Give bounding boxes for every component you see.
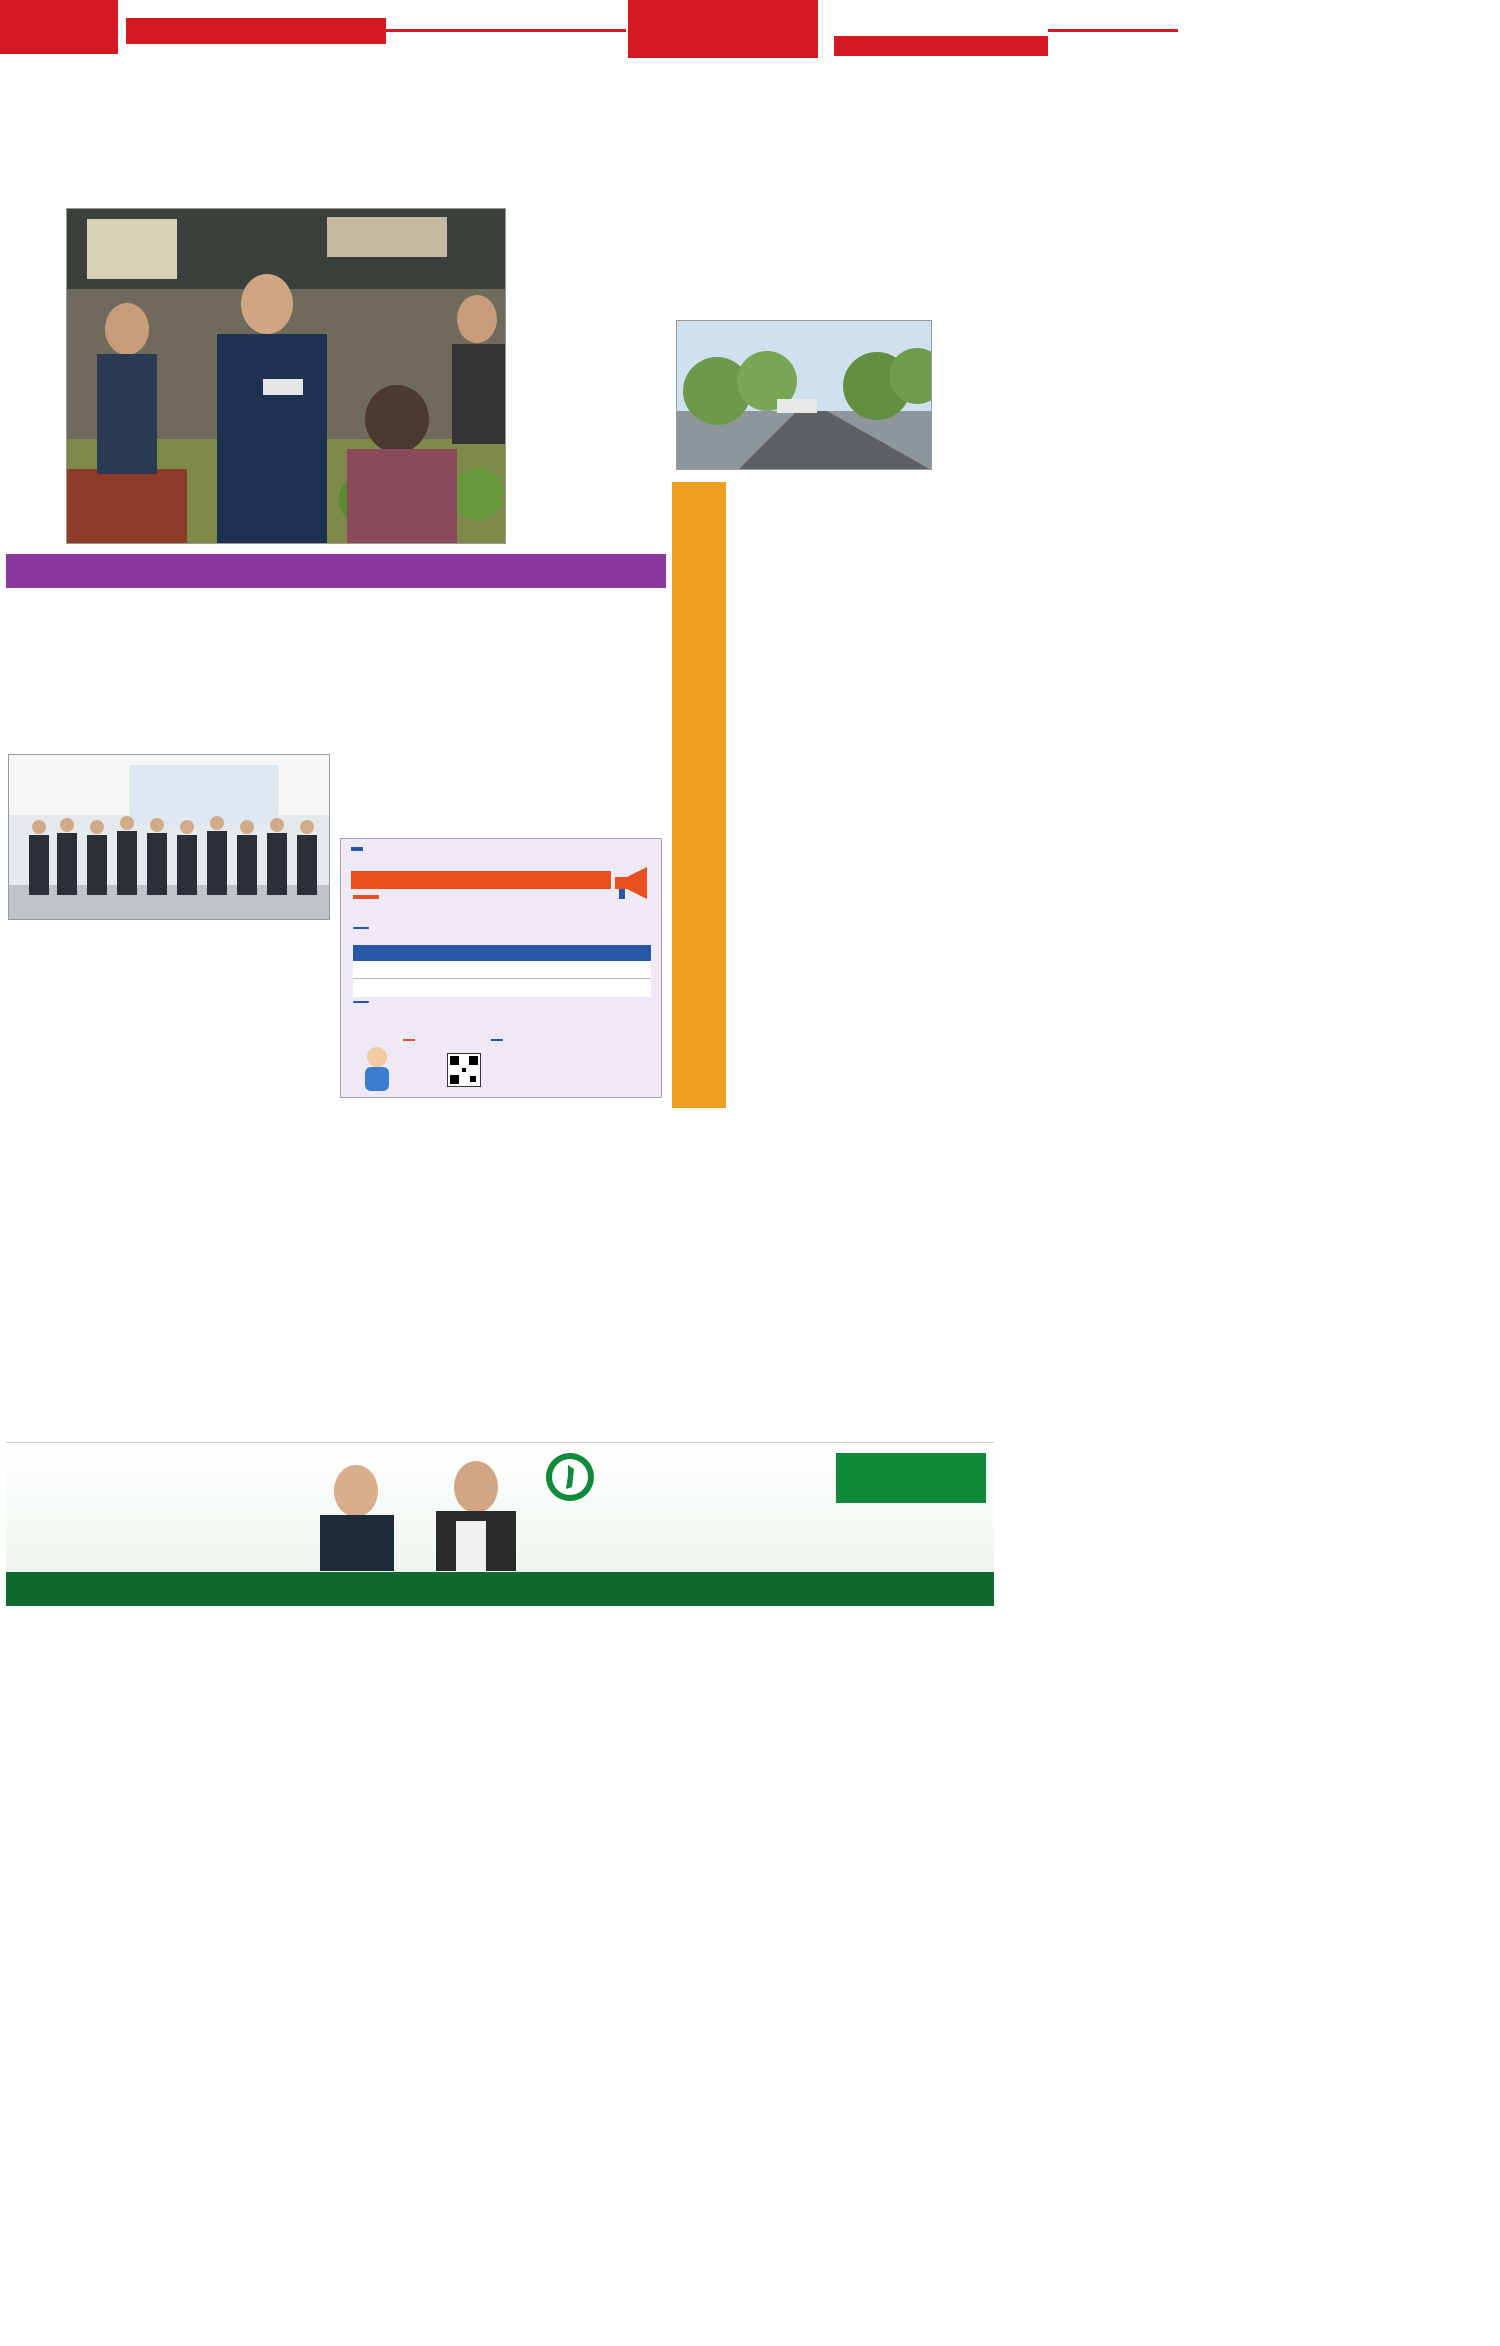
signing-ceremony-image (9, 755, 330, 920)
table-row-2-amount (463, 979, 651, 997)
poster-banner (351, 871, 611, 889)
subsidy-poster (340, 838, 662, 1098)
poster-fulltime-label (353, 927, 369, 929)
story3-photo (676, 320, 932, 470)
ad-primary-2 (836, 1479, 986, 1503)
story5-col2 (506, 1236, 662, 1434)
story3-body (776, 482, 994, 1104)
poster-hotline-label (491, 1039, 503, 1041)
red-rule-right (1048, 29, 1178, 32)
story3-headline-orange (672, 482, 726, 1108)
page-number (0, 0, 118, 54)
poster-kicker (351, 847, 363, 851)
ad-primary-1 (836, 1453, 986, 1479)
election-ad (6, 1442, 994, 1572)
story4-body (8, 1002, 330, 1434)
red-rule-left (386, 29, 626, 32)
qr-code-icon (447, 1053, 481, 1087)
table-header-wage (353, 945, 463, 961)
story5-col3 (672, 1192, 826, 1434)
poster-table (353, 945, 651, 997)
story2-kicker (6, 554, 666, 588)
issue-date (126, 18, 386, 44)
story2-col3 (340, 648, 494, 834)
section-title (628, 0, 818, 58)
table-row-2-wage (353, 979, 463, 997)
story1-photo-caption (6, 212, 62, 536)
story5-col1 (340, 1236, 494, 1434)
story2-col2 (174, 648, 328, 744)
ad-candidates-photo (296, 1451, 546, 1571)
table-row-1-amount (463, 961, 651, 978)
poster-apply-label (403, 1039, 415, 1041)
mrt-rendering-image (677, 321, 932, 470)
paper-logo (1180, 2, 1490, 58)
site-url[interactable] (834, 36, 1048, 56)
story2-col4 (506, 648, 662, 834)
poster-character (355, 1043, 399, 1093)
table-row-1-wage (353, 961, 463, 978)
story3-photo-caption (936, 320, 996, 472)
ad-bottom-bar (6, 1572, 994, 1606)
market-scene-image (67, 209, 506, 544)
poster-subsidy-label (353, 895, 379, 899)
story5-col4 (838, 1192, 994, 1434)
masthead (0, 0, 1500, 62)
main-headline (0, 62, 1500, 148)
story1-col1 (516, 208, 662, 538)
story1-photo (66, 208, 506, 544)
poster-parttime-label (353, 1001, 369, 1003)
story3-headline-black (728, 482, 776, 1102)
megaphone-icon (611, 863, 657, 903)
story2-col1 (8, 648, 162, 744)
party-emblem-icon (546, 1453, 594, 1501)
table-header-amount (463, 945, 651, 961)
story4-photo (8, 754, 330, 920)
